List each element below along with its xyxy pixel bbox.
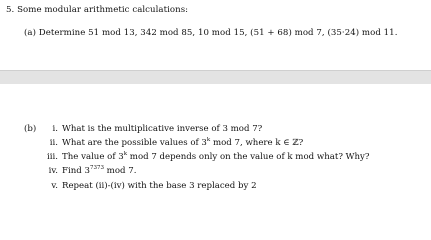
part-b-item-i (42, 124, 262, 135)
problem-heading: 5. Some modular arithmetic calculations: (6, 5, 189, 15)
item-text-post: mod 7, where k ∈ ℤ? (210, 138, 304, 148)
exponent: k (206, 137, 211, 143)
item-text: What is the multiplicative inverse of 3 mod 7? (62, 124, 263, 134)
part-a-text: (a) Determine 51 mod 13, 342 mod 85, 10 mod 15, (51 + 68) mod 7, (35·24) mod 11. (24, 28, 398, 38)
page-divider (0, 70, 431, 84)
item-text-post: mod 7 depends only on the value of k mod what? Why? (127, 152, 370, 162)
item-number: i. (52, 124, 58, 134)
item-text-pre: What are the possible values of 3 (62, 138, 207, 148)
exponent: 7373 (89, 165, 104, 171)
item-number: iv. (48, 166, 58, 176)
item-text: Repeat (ii)-(iv) with the base 3 replaced by 2 (62, 181, 257, 191)
part-b-item-iii (42, 152, 370, 163)
part-b-item-iv (42, 166, 136, 177)
item-number: v. (51, 181, 58, 191)
exponent: k (123, 151, 128, 157)
item-number: ii. (49, 138, 58, 148)
part-b-item-ii (42, 138, 303, 149)
item-text-post: mod 7. (103, 166, 137, 176)
item-number: iii. (47, 152, 58, 162)
part-b-label: (b) (24, 124, 37, 134)
item-text-pre: The value of 3 (62, 152, 124, 162)
part-b-item-v (42, 181, 257, 192)
item-text-pre: Find 3 (62, 166, 90, 176)
